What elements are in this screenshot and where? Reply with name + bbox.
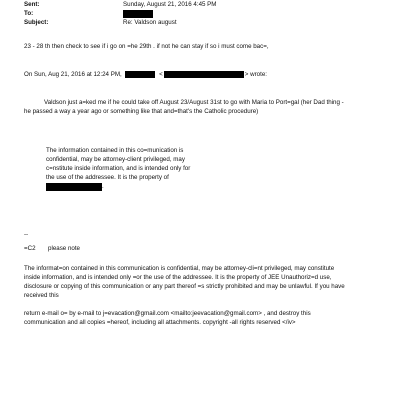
quoted-disclaimer-line-4: the use of the addressee. It is the property of — [46, 174, 169, 181]
return-notice-line-2: communication and all copies =hereof, including all attachments. copyright -all rights reserved </iv> — [24, 319, 296, 326]
footer-disclaimer-line-3: disclosure or copying of this communication or any part thereof =s strictly prohibited and may be unlawful. If you have — [24, 283, 345, 290]
quoted-disclaimer-line-1: The information contained in this co=munication is — [46, 147, 184, 154]
sent-value: Sunday, August 21, 2016 4:45 PM — [123, 1, 217, 8]
redaction-to — [123, 10, 153, 18]
to-label: To: — [24, 10, 34, 17]
subject-value: Re: Valdson august — [123, 19, 177, 26]
quote-header-angle: < — [159, 71, 163, 79]
subject-label: Subject: — [24, 19, 49, 26]
sent-label: Sent: — [24, 1, 40, 8]
quoted-disclaimer-line-3: c=nstitute inside information, and is intended only for — [46, 165, 191, 172]
note-text: please note — [48, 245, 80, 252]
redaction-sender-name — [125, 71, 155, 78]
quote-header — [24, 71, 267, 78]
quote-header-prefix: On Sun, Aug 21, 2016 at 12:24 PM, — [24, 71, 122, 79]
footer-disclaimer-line-1: The informat=on contained in this communication is confidential, may be attorney-cli=nt privileged, may constitute — [24, 265, 335, 272]
quoted-body-line-1: Valdson just a=ked me if he could take off August 23/August 31st to go with Maria to Port=gal (her Dad thing - — [44, 99, 344, 106]
footer-disclaimer-line-4: received this — [24, 292, 59, 299]
quoted-disclaimer-line-5-suffix: . — [102, 183, 104, 190]
note-code: =C2 — [24, 245, 36, 252]
redaction-sender-email — [164, 71, 244, 78]
quoted-disclaimer-line-2: confidential, may be attorney-client privileged, may — [46, 156, 185, 163]
reply-text: 23 - 28 th then check to see if i go on =he 29th . if not he can stay if so i must come bac=, — [24, 43, 269, 50]
quote-header-suffix: > wrote: — [244, 71, 267, 79]
footer-disclaimer-line-2: inside information, and is intended only =or the use of the addressee. It is the property of JEE Unauthoriz=d use, — [24, 274, 332, 281]
separator-dashes: -- — [24, 231, 29, 238]
return-notice-line-1: return e-mail o= by e-mail to j=evacation@gmail.com <mailto:jeevacation@gmail.com> , and destroy this — [24, 310, 311, 317]
quoted-body-line-2: he passed a way a year ago or something like that and=that's the Catholic procedure) — [24, 108, 259, 115]
redaction-property-owner — [46, 183, 102, 191]
